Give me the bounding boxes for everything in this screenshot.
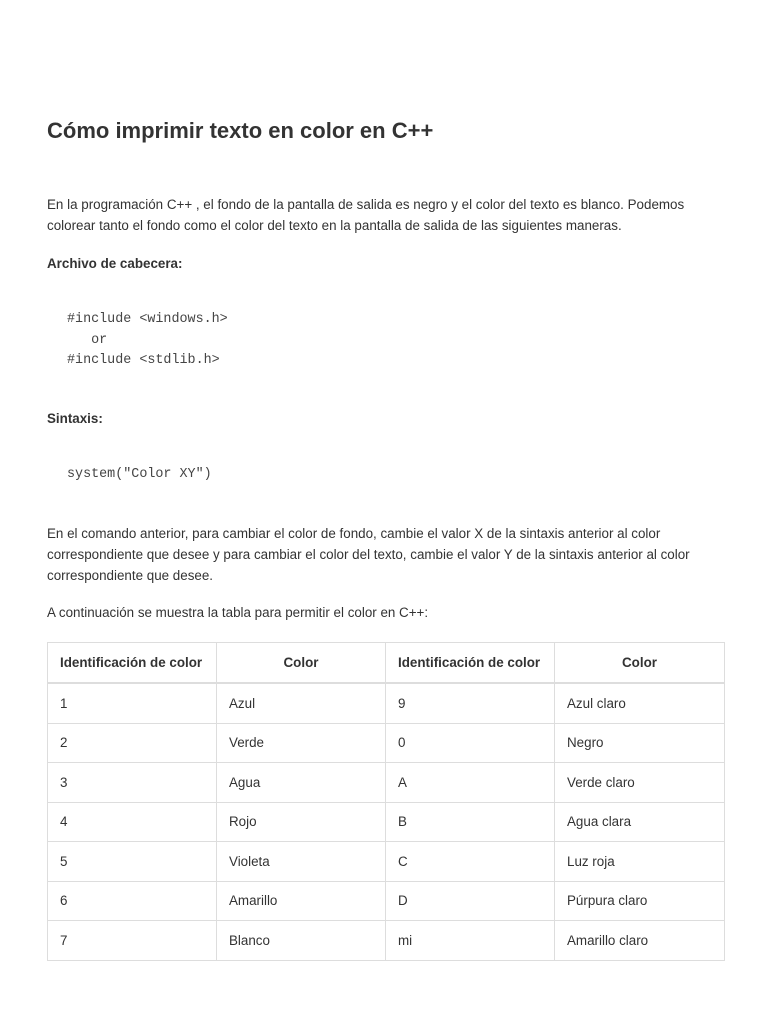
column-header-color: Color bbox=[217, 643, 386, 684]
table-cell: 1 bbox=[48, 683, 217, 723]
table-cell: Negro bbox=[555, 723, 725, 763]
page-title: Cómo imprimir texto en color en C++ bbox=[47, 118, 434, 143]
table-cell: Azul bbox=[217, 683, 386, 723]
column-header-color-id: Identificación de color bbox=[386, 643, 555, 684]
table-cell: Rojo bbox=[217, 802, 386, 842]
table-row bbox=[48, 683, 725, 723]
table-cell: Agua bbox=[217, 763, 386, 803]
table-row bbox=[48, 723, 725, 763]
table-cell: B bbox=[386, 802, 555, 842]
table-row bbox=[48, 802, 725, 842]
table-cell: Verde bbox=[217, 723, 386, 763]
intro-paragraph: En la programación C++ , el fondo de la pantalla de salida es negro y el color del texto es blanco. Podemos colorear tanto el fondo como el color del texto en la pantalla de salida de las siguientes maneras. bbox=[47, 197, 685, 233]
table-cell: C bbox=[386, 842, 555, 882]
table-cell: Agua clara bbox=[555, 802, 725, 842]
table-cell: Púrpura claro bbox=[555, 881, 725, 921]
table-cell: Luz roja bbox=[555, 842, 725, 882]
syntax-code-block: system("Color XY") bbox=[67, 467, 212, 482]
table-cell: Azul claro bbox=[555, 683, 725, 723]
table-intro-paragraph: A continuación se muestra la tabla para permitir el color en C++: bbox=[47, 605, 429, 620]
table-cell: Blanco bbox=[217, 921, 386, 961]
table-cell: 5 bbox=[48, 842, 217, 882]
table-row bbox=[48, 921, 725, 961]
table-cell: 2 bbox=[48, 723, 217, 763]
table-cell: 3 bbox=[48, 763, 217, 803]
table-cell: 9 bbox=[386, 683, 555, 723]
header-file-label: Archivo de cabecera: bbox=[47, 256, 183, 271]
color-table bbox=[47, 642, 725, 961]
column-header-color: Color bbox=[555, 643, 725, 684]
table-row bbox=[48, 763, 725, 803]
table-cell: 6 bbox=[48, 881, 217, 921]
header-code-block: #include <windows.h> or #include <stdlib.h> bbox=[67, 312, 228, 368]
syntax-label: Sintaxis: bbox=[47, 411, 103, 426]
table-cell: Amarillo bbox=[217, 881, 386, 921]
table-cell: A bbox=[386, 763, 555, 803]
table-cell: 4 bbox=[48, 802, 217, 842]
table-cell: 0 bbox=[386, 723, 555, 763]
table-cell: D bbox=[386, 881, 555, 921]
table-cell: Violeta bbox=[217, 842, 386, 882]
table-row bbox=[48, 881, 725, 921]
table-cell: 7 bbox=[48, 921, 217, 961]
table-cell: Amarillo claro bbox=[555, 921, 725, 961]
table-header-row bbox=[48, 643, 725, 684]
table-row bbox=[48, 842, 725, 882]
explanation-paragraph: En el comando anterior, para cambiar el color de fondo, cambie el valor X de la sintaxis anterior al color correspondiente que desee y para cambiar el color del texto, cambie el valor Y de la sintaxis anterior al color correspondiente que desee. bbox=[47, 526, 690, 583]
table-cell: mi bbox=[386, 921, 555, 961]
column-header-color-id: Identificación de color bbox=[48, 643, 217, 684]
table-cell: Verde claro bbox=[555, 763, 725, 803]
